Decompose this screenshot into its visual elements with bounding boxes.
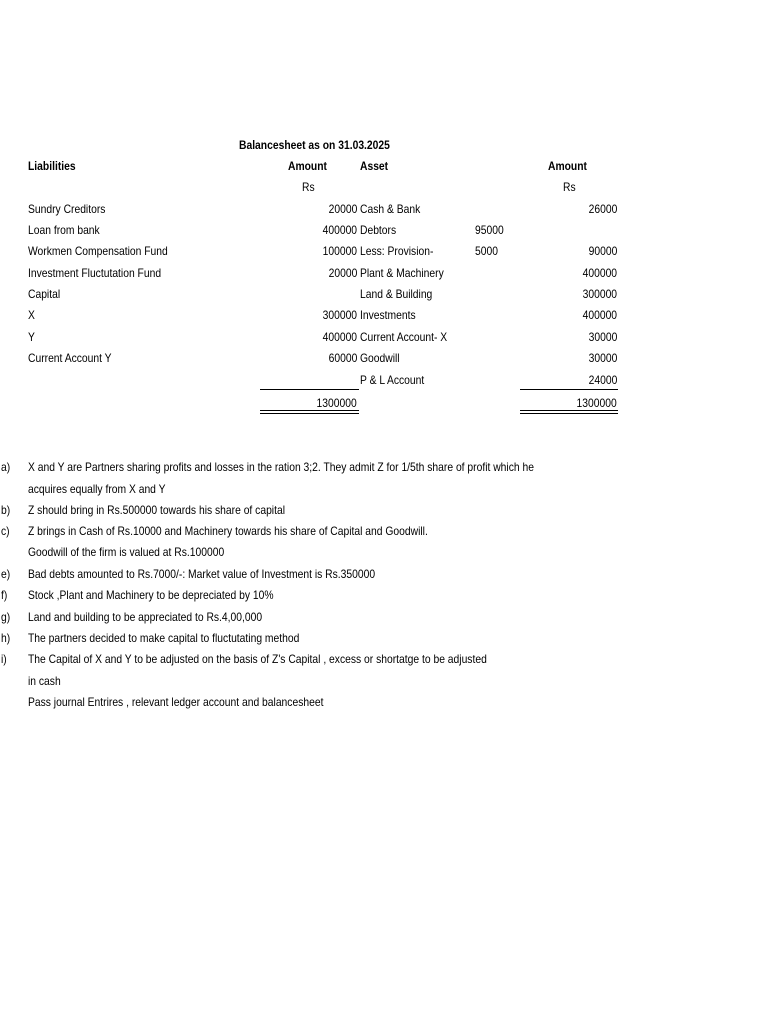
instruction-marker: b) [1, 503, 11, 517]
asset-amount: 30000 [588, 330, 617, 344]
instruction-marker: h) [1, 631, 11, 645]
asset-sub-amount: 5000 [475, 244, 498, 258]
liability-amount: 100000 [322, 244, 357, 258]
total-assets: 1300000 [576, 396, 617, 410]
instruction-marker: f) [1, 588, 8, 602]
liability-label: Sundry Creditors [28, 202, 106, 216]
total-double-rule-left [260, 410, 359, 414]
currency-label-left: Rs [302, 180, 315, 194]
liabilities-header: Liabilities [28, 159, 76, 173]
instruction-text: Pass journal Entrires , relevant ledger account and balancesheet [28, 695, 324, 709]
liability-label: Y [28, 330, 35, 344]
liability-amount: 60000 [328, 351, 357, 365]
instruction-text: Z brings in Cash of Rs.10000 and Machinery towards his share of Capital and Goodwill. [28, 524, 428, 538]
asset-amount: 26000 [588, 202, 617, 216]
instruction-text: Z should bring in Rs.500000 towards his share of capital [28, 503, 286, 517]
asset-label: Land & Building [360, 287, 433, 301]
instruction-text: The Capital of X and Y to be adjusted on the basis of Z's Capital , excess or shortatge to be adjusted [28, 652, 487, 666]
instruction-text: Bad debts amounted to Rs.7000/-: Market value of Investment is Rs.350000 [28, 567, 376, 581]
balance-sheet-title: Balancesheet as on 31.03.2025 [239, 138, 390, 152]
instruction-marker: a) [1, 460, 11, 474]
liability-label: X [28, 308, 35, 322]
instruction-text: in cash [28, 674, 61, 688]
asset-sub-amount: 95000 [475, 223, 504, 237]
liability-label: Capital [28, 287, 61, 301]
liability-label: Loan from bank [28, 223, 100, 237]
instruction-text: Stock ,Plant and Machinery to be depreciated by 10% [28, 588, 274, 602]
total-double-rule-right [520, 410, 618, 414]
asset-amount: 24000 [588, 373, 617, 387]
liability-amount: 20000 [328, 202, 357, 216]
asset-amount: 90000 [588, 244, 617, 258]
asset-label: Debtors [360, 223, 397, 237]
subtotal-rule-left [260, 389, 359, 390]
liability-amount: 300000 [322, 308, 357, 322]
liability-label: Workmen Compensation Fund [28, 244, 168, 258]
asset-amount: 30000 [588, 351, 617, 365]
liability-label: Investment Fluctutation Fund [28, 266, 162, 280]
asset-header: Asset [360, 159, 389, 173]
amount-header-right: Amount [548, 159, 587, 173]
asset-label: Goodwill [360, 351, 400, 365]
liability-amount: 400000 [322, 330, 357, 344]
total-liabilities: 1300000 [316, 396, 357, 410]
asset-label: Cash & Bank [360, 202, 421, 216]
instruction-marker: i) [1, 652, 7, 666]
asset-label: P & L Account [360, 373, 425, 387]
instruction-text: acquires equally from X and Y [28, 482, 166, 496]
instruction-marker: c) [1, 524, 10, 538]
instruction-text: X and Y are Partners sharing profits and losses in the ration 3;2. They admit Z for 1/5th share of profit which he [28, 460, 534, 474]
subtotal-rule-right [520, 389, 618, 390]
asset-amount: 400000 [582, 308, 617, 322]
asset-amount: 400000 [582, 266, 617, 280]
liability-label: Current Account Y [28, 351, 112, 365]
asset-label: Investments [360, 308, 416, 322]
asset-label: Plant & Machinery [360, 266, 444, 280]
instruction-marker: g) [1, 610, 11, 624]
amount-header-left: Amount [288, 159, 327, 173]
liability-amount: 400000 [322, 223, 357, 237]
instruction-text: The partners decided to make capital to fluctutating method [28, 631, 300, 645]
instruction-marker: e) [1, 567, 11, 581]
instruction-text: Goodwill of the firm is valued at Rs.100000 [28, 545, 225, 559]
currency-label-right: Rs [563, 180, 576, 194]
asset-label: Current Account- X [360, 330, 448, 344]
instruction-text: Land and building to be appreciated to Rs.4,00,000 [28, 610, 263, 624]
liability-amount: 20000 [328, 266, 357, 280]
asset-label: Less: Provision- [360, 244, 434, 258]
asset-amount: 300000 [582, 287, 617, 301]
